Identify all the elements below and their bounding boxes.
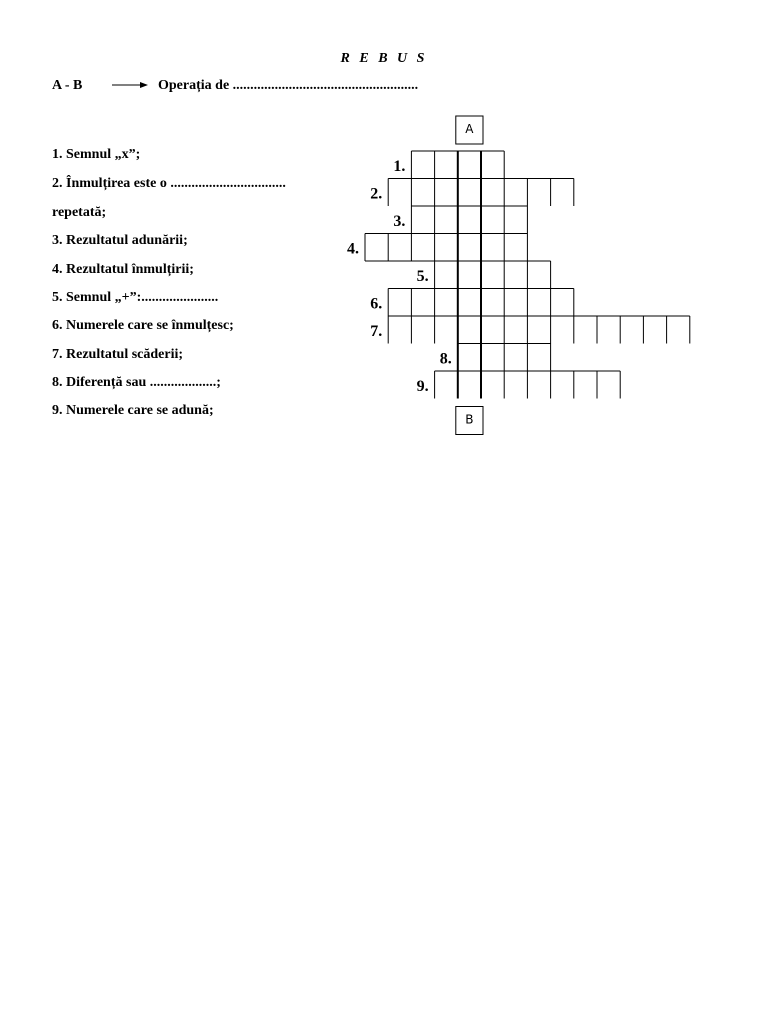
operation-line: Operația de ..................................................... (158, 78, 419, 93)
row-number-7: 7. (370, 322, 383, 340)
clue-9: 9. Numerele care se adună; (52, 403, 214, 418)
row-number-4: 4. (347, 240, 359, 258)
clue-7: 7. Rezultatul scăderii; (52, 347, 184, 362)
clue-2: 2. Înmulțirea este o ................................. (52, 176, 286, 191)
row-number-1: 1. (393, 157, 406, 175)
key-label-b: B (465, 412, 474, 427)
row-number-6: 6. (370, 295, 383, 313)
clue-8: 8. Diferență sau ...................; (52, 375, 221, 390)
row-number-9: 9. (416, 377, 429, 395)
clue-5: 5. Semnul „+”:...................... (52, 290, 219, 305)
row-number-5: 5. (416, 267, 429, 285)
crossword-row-9 (435, 371, 621, 399)
clue-1: 1. Semnul „x”; (52, 147, 141, 162)
clue-4: 4. Rezultatul înmulțirii; (52, 262, 194, 277)
crossword-row-4 (365, 234, 527, 262)
crossword-row-7 (388, 316, 690, 344)
ab-label: A - B (52, 78, 83, 93)
row-number-8: 8. (439, 350, 452, 368)
row-number-2: 2. (370, 185, 383, 203)
crossword-row-5 (435, 261, 551, 289)
page-title: R E B U S (340, 51, 428, 66)
clue-6: 6. Numerele care se înmulțesc; (52, 318, 234, 333)
key-label-a: A (465, 122, 474, 136)
clue-3: 3. Rezultatul adunării; (52, 233, 188, 248)
crossword-row-3 (411, 206, 527, 234)
clue-2-continuation: repetată; (52, 205, 107, 220)
row-number-3: 3. (393, 212, 406, 230)
crossword-row-8 (458, 344, 551, 372)
